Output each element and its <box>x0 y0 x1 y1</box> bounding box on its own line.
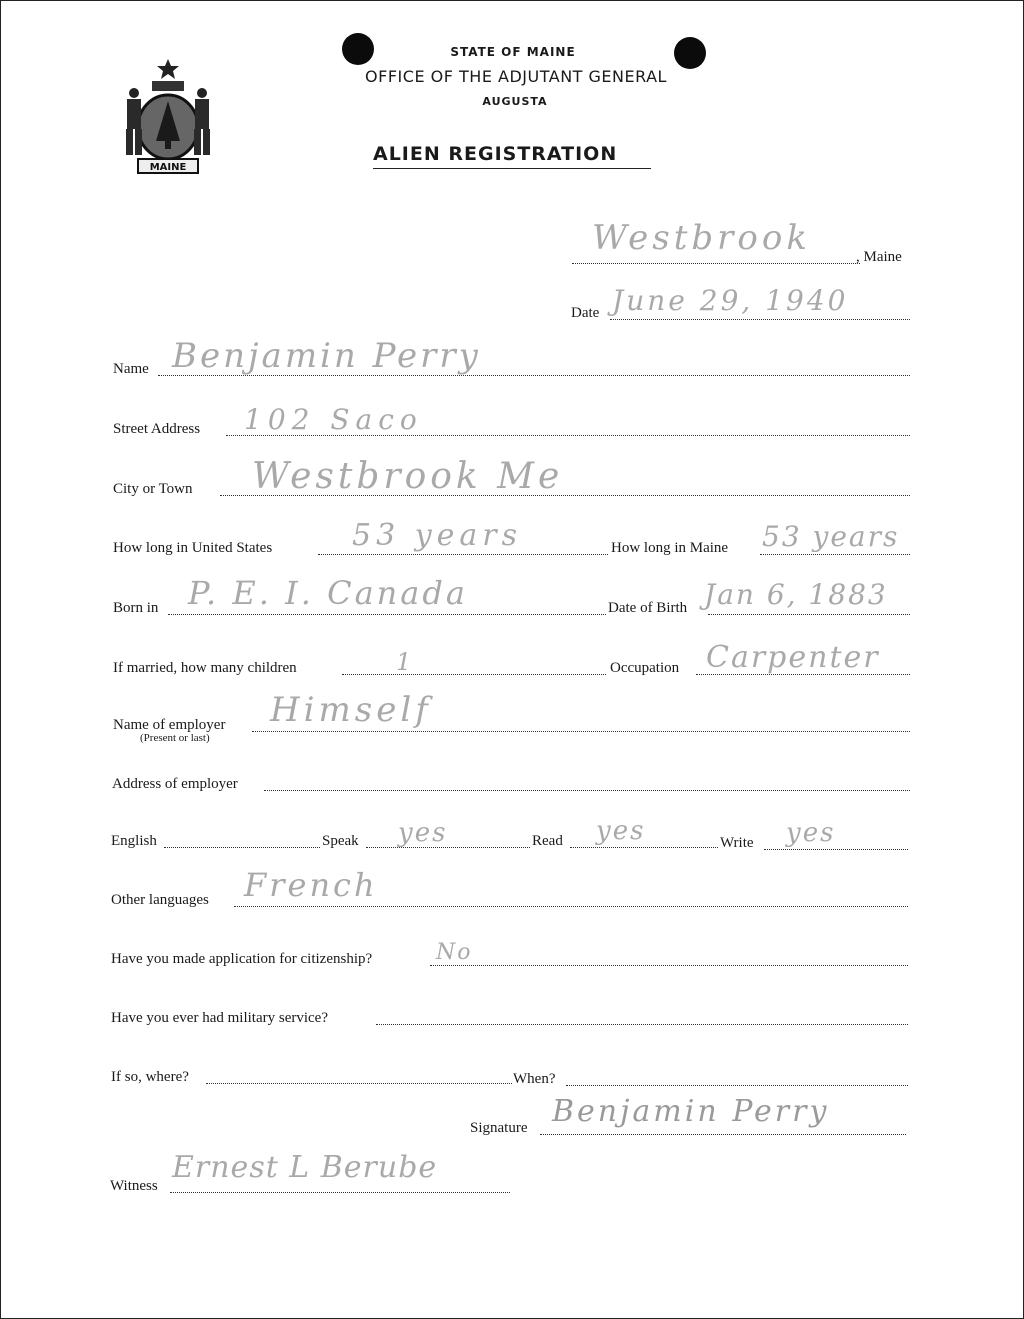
read-value: yes <box>596 816 646 846</box>
employer-label: Name of employer <box>113 717 226 733</box>
witness-value: Ernest L Berube <box>172 1150 438 1185</box>
read-label: Read <box>532 833 563 849</box>
how-long-me-line <box>760 554 910 555</box>
employer-value: Himself <box>270 690 432 730</box>
other-languages-value: French <box>244 866 378 904</box>
citizenship-line <box>430 965 908 966</box>
signature-label: Signature <box>470 1120 528 1136</box>
write-value: yes <box>786 818 836 848</box>
dob-label: Date of Birth <box>608 600 688 616</box>
children-line <box>342 674 606 675</box>
how-long-us-value: 53 years <box>352 518 523 553</box>
witness-label: Witness <box>110 1178 158 1194</box>
military-line <box>376 1024 908 1025</box>
employer-address-line <box>264 790 910 791</box>
born-label: Born in <box>113 600 159 616</box>
write-label: Write <box>720 835 754 851</box>
other-languages-line <box>234 906 908 907</box>
street-label: Street Address <box>113 421 201 437</box>
state-heading: STATE OF MAINE <box>450 45 576 59</box>
name-value: Benjamin Perry <box>172 336 481 376</box>
form-title: ALIEN REGISTRATION <box>373 143 618 165</box>
signature-value: Benjamin Perry <box>552 1094 830 1129</box>
employer-line <box>252 731 910 732</box>
title-underline <box>373 168 651 169</box>
how-long-me-label: How long in Maine <box>611 540 729 556</box>
city-value: Westbrook Me <box>252 456 564 497</box>
how-long-us-line <box>318 554 608 555</box>
other-languages-label: Other languages <box>111 892 209 908</box>
office-heading: OFFICE OF THE ADJUTANT GENERAL <box>365 67 667 86</box>
speak-label: Speak <box>322 833 359 849</box>
occupation-label: Occupation <box>610 660 680 676</box>
born-value: P. E. I. Canada <box>188 574 468 612</box>
signature-line <box>540 1134 906 1135</box>
seal-banner-text: MAINE <box>149 162 187 173</box>
how-long-me-value: 53 years <box>762 520 900 553</box>
dob-line <box>708 614 910 615</box>
name-label: Name <box>113 361 149 377</box>
dob-value: Jan 6, 1883 <box>704 578 888 611</box>
english-line <box>164 847 320 848</box>
place-suffix: , Maine <box>856 249 902 265</box>
children-label: If married, how many children <box>113 660 297 676</box>
city-heading: AUGUSTA <box>482 95 548 108</box>
speak-value: yes <box>398 818 448 848</box>
citizenship-value: No <box>436 940 473 965</box>
how-long-us-label: How long in United States <box>113 540 273 556</box>
read-line <box>570 847 718 848</box>
place-value: Westbrook <box>592 218 811 258</box>
where-line <box>206 1083 512 1084</box>
when-label: When? <box>513 1071 556 1087</box>
employer-sublabel: (Present or last) <box>140 732 210 744</box>
children-value: 1 <box>396 648 416 676</box>
date-label: Date <box>571 305 600 321</box>
date-line <box>610 319 910 320</box>
occupation-value: Carpenter <box>706 640 880 675</box>
where-label: If so, where? <box>111 1069 189 1085</box>
employer-address-label: Address of employer <box>112 776 238 792</box>
street-value: 102 Saco <box>244 403 423 436</box>
date-value: June 29, 1940 <box>612 284 849 317</box>
military-label: Have you ever had military service? <box>111 1010 328 1026</box>
speak-line <box>366 847 530 848</box>
city-label: City or Town <box>113 481 193 497</box>
born-line <box>168 614 606 615</box>
write-line <box>764 849 908 850</box>
place-line <box>572 263 860 264</box>
english-label: English <box>111 833 157 849</box>
witness-line <box>170 1192 510 1193</box>
when-line <box>566 1085 908 1086</box>
citizenship-label: Have you made application for citizenship? <box>111 951 373 967</box>
